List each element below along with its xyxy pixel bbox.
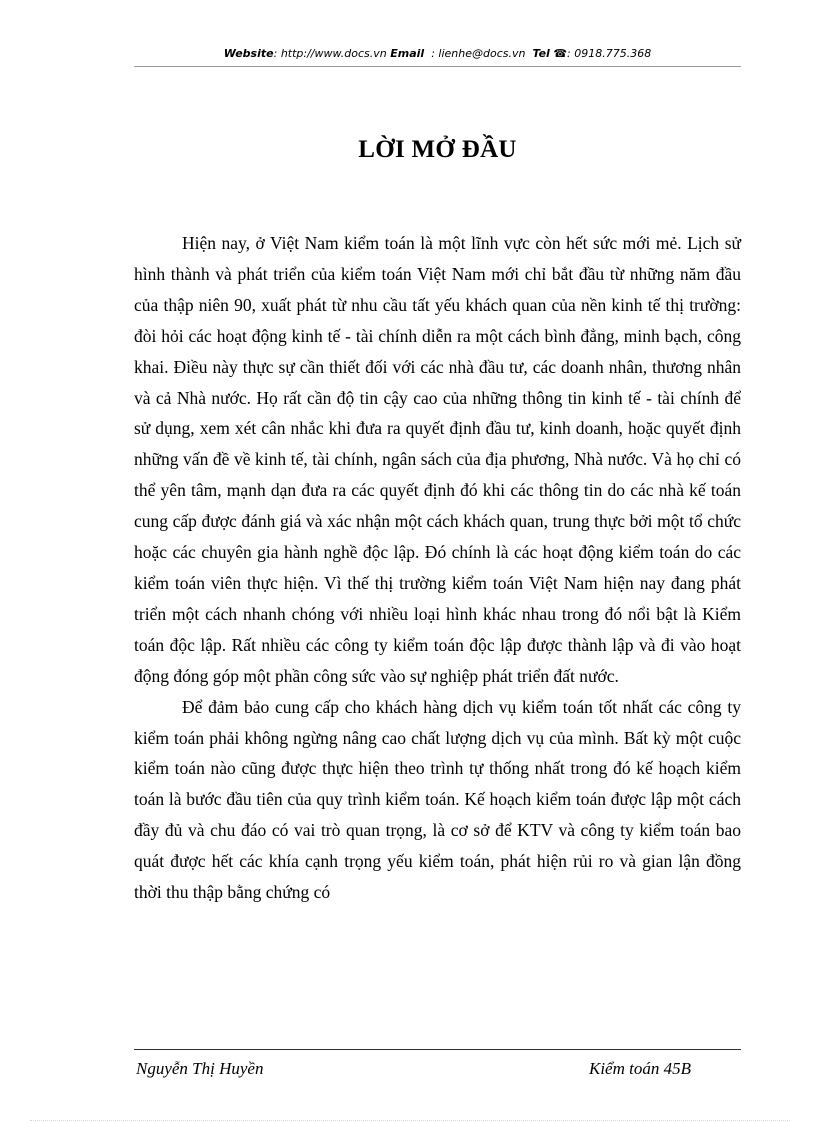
footer-course: Kiểm toán 45B [589,1059,691,1078]
paragraph: Để đảm bảo cung cấp cho khách hàng dịch vụ kiểm toán tốt nhất các công ty kiểm toán phải không ngừng nâng cao chất lượng dịch vụ của mình. Bất kỳ một cuộc kiểm toán nào cũng được thực hiện theo trình tự thống nhất trong đó kế hoạch kiểm toán là bước đầu tiên của quy trình kiểm toán. Kế hoạch kiểm toán được lập một cách đầy đủ và chu đáo có vai trò quan trọng, là cơ sở để KTV và công ty kiểm toán bao quát được hết các khía cạnh trọng yếu kiểm toán, phát hiện rủi ro và gian lận đồng thời thu thập bằng chứng có [134,696,741,903]
footer-author: Nguyễn Thị Huyền [136,1059,264,1078]
page-header: Website: http://www.docs.vn Email : lienhe@docs.vn Tel ☎: 0918.775.368 [134,44,741,67]
document-body [134,228,741,908]
tel-number: 0918.775.368 [574,47,652,60]
website-link[interactable]: http://www.docs.vn [280,47,387,60]
tel-label: Tel [532,47,550,60]
phone-icon: ☎ [553,47,568,60]
page-title: LỜI MỞ ĐẦU [358,136,517,163]
email-link[interactable]: lienhe@docs.vn [438,47,526,60]
header-sep: : [273,47,281,60]
website-label: Website [223,47,274,60]
page-footer [134,1049,741,1078]
paragraph: Hiện nay, ở Việt Nam kiểm toán là một lĩnh vực còn hết sức mới mẻ. Lịch sử hình thành và phát triển của kiểm toán Việt Nam mới chỉ bắt đầu từ những năm đầu của thập niên 90, xuất phát từ nhu cầu tất yếu khách quan của nền kinh tế thị trường: đòi hỏi các hoạt động kinh tế - tài chính diễn ra một cách bình đẳng, minh bạch, công khai. Điều này thực sự cần thiết đối với các nhà đầu tư, các doanh nhân, thương nhân và cả Nhà nước. Họ rất cần độ tin cậy cao của những thông tin kinh tế - tài chính để sử dụng, xem xét cân nhắc khi đưa ra quyết định đầu tư, kinh doanh, hoặc quyết định những vấn đề về kinh tế, tài chính, ngân sách của địa phương, Nhà nước. Và họ chỉ có thể yên tâm, mạnh dạn đưa ra các quyết định đó khi các thông tin do các nhà kế toán cung cấp được đánh giá và xác nhận một cách khách quan, trung thực bởi một tổ chức hoặc các chuyên gia hành nghề độc lập. Đó chính là các hoạt động kiểm toán do các kiểm toán viên thực hiện. Vì thế thị trường kiểm toán Việt Nam hiện nay đang phát triển một cách nhanh chóng với nhiều loại hình khác nhau trong đó nổi bật là Kiểm toán độc lập. Rất nhiều các công ty kiểm toán độc lập được thành lập và đi vào hoạt động đóng góp một phần công sức vào sự nghiệp phát triển đất nước. [134,233,741,686]
page-bottom-divider [30,1120,790,1121]
email-label: Email [390,47,425,60]
